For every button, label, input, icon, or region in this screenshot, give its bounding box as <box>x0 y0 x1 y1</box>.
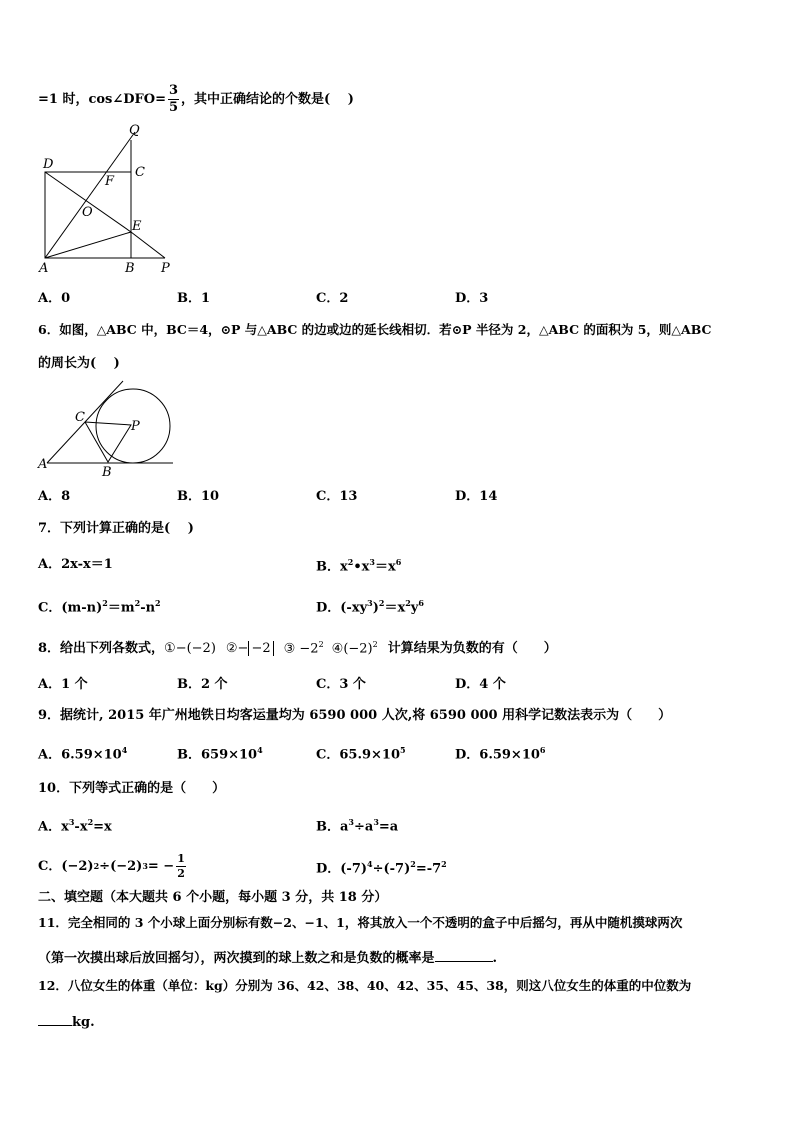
q5-label-b: B <box>125 261 135 272</box>
q9-option-d[interactable]: D．$6.59\times 10^6$ <box>455 745 546 763</box>
q5-line-dp <box>131 232 165 258</box>
q10-option-d[interactable]: D．$(-7)^4\div(-7)^2=-7^2$ <box>316 859 447 877</box>
q8-expr-4: $④(-2)^2$ <box>331 640 378 657</box>
q5-option-a[interactable]: A．0 <box>38 291 71 306</box>
q11-answer-blank[interactable] <box>435 949 493 962</box>
q6-label-c: C <box>75 410 85 425</box>
q8-expr-2: ②− −2 <box>226 642 274 655</box>
q8-option-b[interactable]: B．2 个 <box>177 677 228 692</box>
q5-fraction: $\frac{3}{5}$ <box>168 82 179 115</box>
q5-label-a: A <box>39 261 49 272</box>
q10-option-c[interactable]: C．(−2) 2 ÷(−2) 3 = − $\frac{1}{2}$ <box>38 851 185 880</box>
q8-stem: 8．给出下列各数式， ①−(−2) ②− −2 ③ $-2^2$ $④(-2)^2$ 计算结果为负数的有（ ） <box>38 640 557 657</box>
q5-line-aq <box>45 132 135 258</box>
q6-label-b: B <box>102 465 112 478</box>
q9-option-c[interactable]: C．$65.9\times 10^5$ <box>316 745 406 763</box>
q5-label-c: C <box>135 165 145 180</box>
q6-option-a[interactable]: A．8 <box>38 489 71 504</box>
q5-label-d: D <box>43 157 54 172</box>
q9-option-b[interactable]: B．$659\times 10^4$ <box>177 745 263 763</box>
q7-option-c[interactable]: C．$(m-n)^2=m^2-n^2$ <box>38 598 161 616</box>
q5-label-p: P <box>161 261 170 272</box>
q5-option-b[interactable]: B．1 <box>177 291 211 306</box>
q8-expr-3: ③ $-2^2$ <box>283 640 324 657</box>
q7-option-d[interactable]: D．$(-xy^3)^2=x^2y^6$ <box>316 598 424 616</box>
q5-label-o: O <box>82 205 93 220</box>
q6-label-a: A <box>38 457 48 472</box>
q8-option-d[interactable]: D．4 个 <box>455 677 506 692</box>
q11-stem-line1: 11．完全相同的 3 个小球上面分别标有数−2、−1、1，将其放入一个不透明的盒子中后摇匀，再从中随机摸球两次 <box>38 915 683 930</box>
q12-stem-line1: 12．八位女生的体重（单位：kg）分别为 36、42、38、40、42、35、45、38，则这八位女生的体重的中位数为 <box>38 978 692 993</box>
q6-stem-line1: 6．如图，△ABC 中，BC＝4，⊙P 与△ABC 的边或边的延长线相切．若⊙P 半径为 2，△ABC 的面积为 5，则△ABC <box>38 322 712 337</box>
q5-label-q: Q <box>129 123 140 138</box>
q7-option-b[interactable]: B．$x^2•x^3=x^6$ <box>316 557 402 575</box>
q10-stem: 10．下列等式正确的是（ ） <box>38 781 226 796</box>
q10-option-b[interactable]: B．$a^3\div a^3=a$ <box>316 817 399 835</box>
q8-option-a[interactable]: A．1 个 <box>38 677 88 692</box>
section-2-heading: 二、填空题（本大题共 6 个小题，每小题 3 分，共 18 分） <box>38 890 388 905</box>
q6-option-c[interactable]: C．13 <box>316 489 358 504</box>
q5-line-ae <box>45 232 131 258</box>
q5-option-d[interactable]: D．3 <box>455 291 489 306</box>
q6-option-b[interactable]: B．10 <box>177 489 220 504</box>
q8-option-c[interactable]: C．3 个 <box>316 677 366 692</box>
q5-label-e: E <box>132 219 142 234</box>
q10-option-a[interactable]: A．$x^3-x^2=x$ <box>38 817 112 835</box>
q6-figure <box>35 378 180 478</box>
q9-option-a[interactable]: A．$6.59\times 10^4$ <box>38 745 128 763</box>
q6-option-d[interactable]: D．14 <box>455 489 498 504</box>
q11-stem-line2: （第一次摸出球后放回摇匀），两次摸到的球上数之和是负数的概率是 . <box>38 951 498 966</box>
q6-stem-line2: 的周长为( ) <box>38 356 120 371</box>
q7-stem: 7．下列计算正确的是( ) <box>38 521 194 536</box>
q5-figure <box>35 122 185 272</box>
q5-line-db <box>45 172 131 232</box>
q8-expr-1: ①−(−2) <box>164 640 216 656</box>
q5-stem: =1 时，cos∠DFO= $\frac{3}{5}$ ，其中正确结论的个数是( ) <box>38 82 354 115</box>
q6-triangle <box>85 422 131 462</box>
q10-c-fraction: $\frac{1}{2}$ <box>177 851 185 880</box>
q9-stem: 9．据统计, 2015 年广州地铁日均客运量均为 6590 000 人次,将 6590 000 用科学记数法表示为（ ） <box>38 708 672 723</box>
q5-label-f: F <box>105 174 115 189</box>
q5-option-c[interactable]: C．2 <box>316 291 349 306</box>
q6-label-p: P <box>131 419 140 434</box>
q7-option-a[interactable]: A．2x-x＝1 <box>38 557 113 572</box>
q12-answer-blank[interactable] <box>38 1013 72 1026</box>
q12-stem-line2: kg. <box>38 1013 95 1029</box>
